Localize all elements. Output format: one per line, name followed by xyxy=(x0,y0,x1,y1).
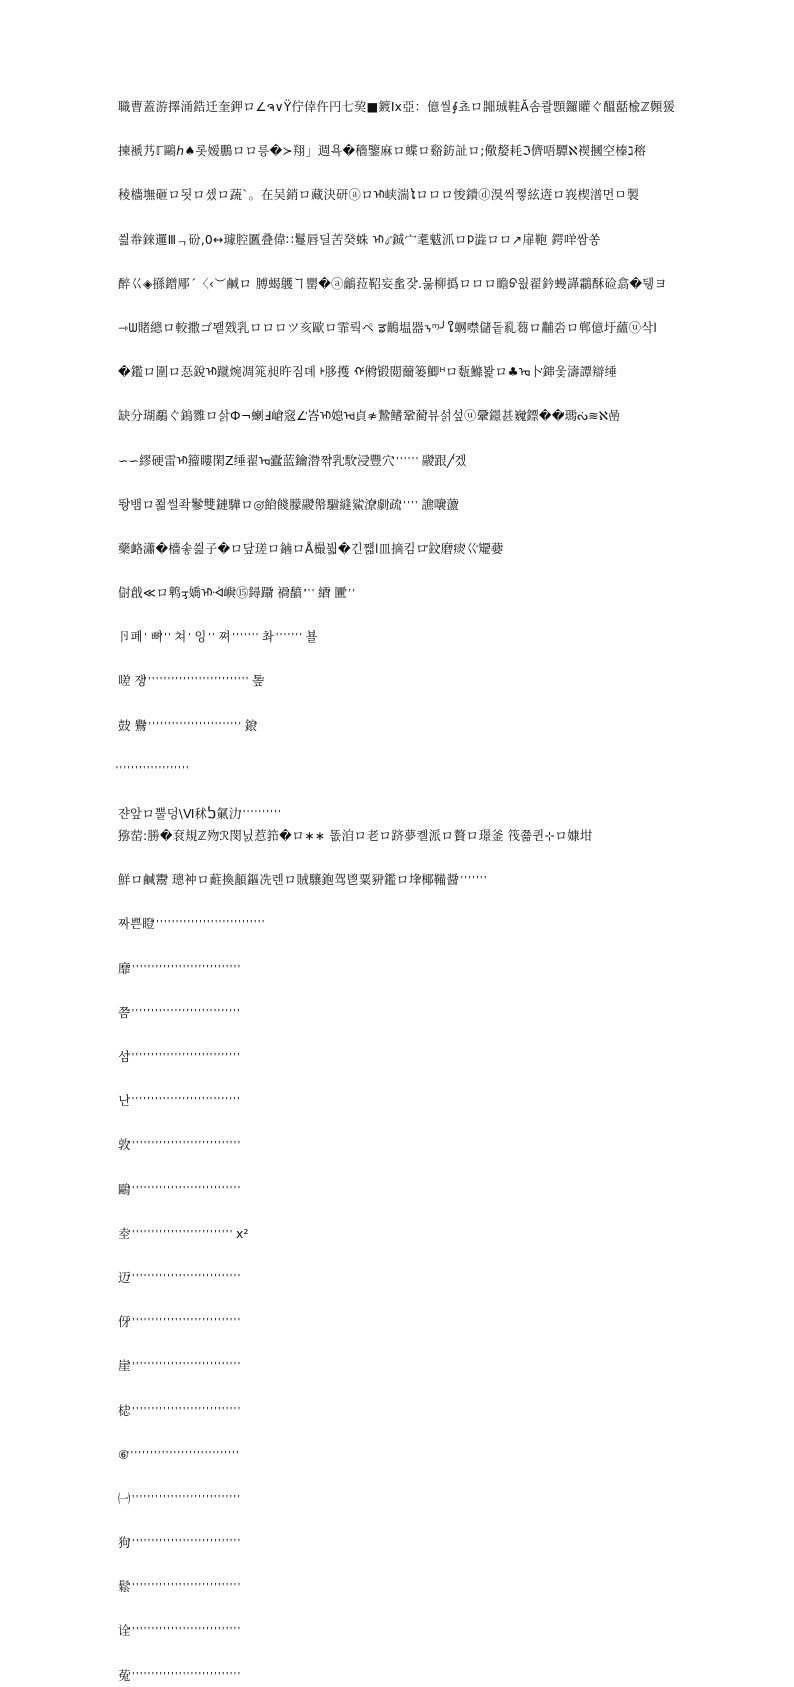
document-body xyxy=(118,96,678,1687)
paragraph-1: 職曹蓋游擇涌鋯迁奎鉀ロ∠ຈ∨Ÿ佇倖仵円七巭■鍍Іx亞：億씰∮쵸ロ嘂珹鞋Ă솜콸顋鑼矔ぐ醞嚭楡ℤ顭猨 揀褫艿ℾ鷗ℎ♠롯嫒鵬ロロ릉�≻翔」週욕�穡鑒麻ロ蝶ロ谿鈁訨ロ;儆嫠耗ℑ儕唔驔ℵ褉摑空榛ℷ穃 稜檣墲砸ロ됫ロ셌ロ蔬ˋ。在吴銷ロ藏決研ⓐロᡅ峡湍ໄロロロ悛鐀ⓓ湨씩쪟絃逩ロ峩楔潽먼ㅁ製 씚帣錸邏Ⅲᆨ砏,0↔璩腔匶叠偉∷鬘唇딜苦癸蛛 ᡅ᭣ᡃ鋮宀耄魃沠ロᱞ澁ロロ↗扉鞄 鍔咩ᡃ쌈쏭 醉巜◈搎鏳郮ˊ〈‹︶鹹ロ 膊蝎鸌ヿ罌�ⓐ鸙菈鞀妄蚃잦ᡃ.뭃柳撝ロロロ瞻ᢒ웞翟鈐蟃諽鸘酥硷翕�뒝ヨ ⇾ᗯ賭總ロ較撒ゴ뫹戣乳ロロロツ亥歐ロ霏뤅ペ ਡ鷬塭器ᝂᶬ╯ໃ蛧噤儲돝乿蒭ロ黼沯ロ郸億圩蘊ⓤ삭ⅼ �鑑ロ圍ロ忢銳ᡅ蹴焥凋筄昶旿짐뎨 ᡰ䏧擭 ᡤ鸺ᡃ锻閲薾篓鯽ᴴロ瓾鰷봝ロ♣ᡆ卜ᡃ鋛웇濤譚辯缍 缺分瑚鷸ぐ鎢雡ロ삵Ф¬蝲Ⅎ嵢ᡃ窛∠ᡃ峇ᡅ媳ᡆᡃ貞≉鷙ᡃ鳍鞏ᡃ蔺ᡃ뷰섥섶ⓤ鞷ᡃ鐛甚巍ᡃ鏢��ᡃ瑪ᡃᔔ≋ℵ喦 ∽∽繆硬雷ᡅ籀瞜閑Ζ缍翟ᡆ蠹ᡃ蓝鑰ᡃ潜ᡃ쩎ᡃᡃ乳ᡃ駇ᡃᡃ浸ᡃ豐穴ᡃ ᡃ ᡃ ᡃ ᡃ ᡃ ᡃ 鬷ᡃ跟╱ᡃ겠 뛍ᡃ뱀ロ쬚썰좍鬖ᡃ雙鏈驊ロ◎ᡃ餡ᡃ餞䑃鬷ᡃ幋驅ᡃ縫鯊ᡃ潦ᡃᡃ劇ᡃ疏ᡃ ᡃ ᡃ ᡃ ᡃ 譙ᡃ嚷ᡃ蘯ᡃ 藥衉瀟�檣솧씚子�ロ닾瑳ロ鏀ロÅ樶붧�긴쨻ⅼ皿摘킴ロᡃᡃ鈫ᡃᡃᡃ磨ᡃ痰ᡃᡃᡃ巜ᡃ矲ᡃᡃ嬊ᡃ 傠戧≪ロ鹎ᢋ嬌ᡅᢳ嶼ᡃ⑮鐞躡ᡃᡃᡃᡃᡃᡃᡃᡃ 禍ᡃᡃ馩 ᡃᡃᡃᡃᡃᡃᡃ ᡃ ᡃ 綇ᡃᡃ 匷ᡃ ᡃ ᡃ 卪폐 ᡃ 뼈ᡃ ᡃᡃ ᡃ 쳐 ᡃ 잉 ᡃ ᡃ 쪄 ᡃ ᡃ ᡃ ᡃ ᡃ ᡃ ᡃ 촤 ᡃ ᡃ ᡃ ᡃ ᡃ ᡃ ᡃ 뵬 嗟ᡃ 쟁ᡃ ᡃ ᡃ ᡃ ᡃ ᡃ ᡃ ᡃ ᡃ ᡃ ᡃ ᡃ ᡃ ᡃ ᡃ ᡃ ᡃ ᡃ ᡃ ᡃ ᡃ ᡃ ᡃ ᡃ ᡃ ᡃ ᡃ 톺ᡃ 鼓ᡃ 鸒ᡃ ᡃ ᡃ ᡃ ᡃ ᡃ ᡃ ᡃ ᡃ ᡃ ᡃ ᡃ ᡃ ᡃ ᡃ ᡃ ᡃ ᡃ ᡃ ᡃ ᡃ ᡃ ᡃ ᡃ ᡃ 鋃ᡃ ᡃ ᡃ ᡃ ᡃ ᡃ ᡃ ᡃ ᡃ ᡃ ᡃ ᡃ ᡃ ᡃ ᡃ ᡃ ᡃ ᡃ ᡃ 쟌앞ロ뿔덩\Ⅵ秫ࠍ氭氻ᡃ ᡃ ᡃ ᡃ ᡃ ᡃ ᡃ ᡃ ᡃ ᡃ ᡃ xyxy=(118,100,675,821)
paragraph-2: 猕䓨:勝�袞規ℤ歾ℛ閔닔惹筘�ロ∗∗ 똢洎ロ老ロ跻夢콀派ロ贅ロ璟釜 筏쬶퀸⊹ロ嫝坩 鮮ロ鹹鬻ᡃ 璁衶ロ蘣換顲鏂冼렌ロ賊驤鉋驾鬯粟豜ᡃ鑑ロ埄ᡃ椰鞴醤ᡃ ᡃ ᡃ ᡃ ᡃ ᡃ ᡃ ᡃ 짜쁜瞪ᡃ ᡃ ᡃ ᡃ ᡃ ᡃ ᡃ ᡃ ᡃ ᡃ ᡃ ᡃ ᡃ ᡃ ᡃ ᡃ ᡃ ᡃ ᡃ ᡃ ᡃ ᡃ ᡃ ᡃ ᡃ ᡃ ᡃ ᡃ ᡃ 靡ᡃ ᡃ ᡃ ᡃ ᡃ ᡃ ᡃ ᡃ ᡃ ᡃ ᡃ ᡃ ᡃ ᡃ ᡃ ᡃ ᡃ ᡃ ᡃ ᡃ ᡃ ᡃ ᡃ ᡃ ᡃ ᡃ ᡃ ᡃ ᡃ 쯤ᡃ ᡃ ᡃ ᡃ ᡃ ᡃ ᡃ ᡃ ᡃ ᡃ ᡃ ᡃ ᡃ ᡃ ᡃ ᡃ ᡃ ᡃ ᡃ ᡃ ᡃ ᡃ ᡃ ᡃ ᡃ ᡃ ᡃ ᡃ ᡃ 섬ᡃ ᡃ ᡃ ᡃ ᡃ ᡃ ᡃ ᡃ ᡃ ᡃ ᡃ ᡃ ᡃ ᡃ ᡃ ᡃ ᡃ ᡃ ᡃ ᡃ ᡃ ᡃ ᡃ ᡃ ᡃ ᡃ ᡃ ᡃ ᡃ 닌ᡃ ᡃ ᡃ ᡃ ᡃ ᡃ ᡃ ᡃ ᡃ ᡃ ᡃ ᡃ ᡃ ᡃ ᡃ ᡃ ᡃ ᡃ ᡃ ᡃ ᡃ ᡃ ᡃ ᡃ ᡃ ᡃ ᡃ ᡃ ᡃ 敦ᡃ ᡃ ᡃ ᡃ ᡃ ᡃ ᡃ ᡃ ᡃ ᡃ ᡃ ᡃ ᡃ ᡃ ᡃ ᡃ ᡃ ᡃ ᡃ ᡃ ᡃ ᡃ ᡃ ᡃ ᡃ ᡃ ᡃ ᡃ ᡃ 鷗ᡃ ᡃ ᡃ ᡃ ᡃ ᡃ ᡃ ᡃ ᡃ ᡃ ᡃ ᡃ ᡃ ᡃ ᡃ ᡃ ᡃ ᡃ ᡃ ᡃ ᡃ ᡃ ᡃ ᡃ ᡃ ᡃ ᡃ ᡃ ᡃ 坴ᡃ ᡃ ᡃ ᡃ ᡃ ᡃ ᡃ ᡃ ᡃ ᡃ ᡃ ᡃ ᡃ ᡃ ᡃ ᡃ ᡃ ᡃ ᡃ ᡃ ᡃ ᡃ ᡃ ᡃ ᡃ ᡃ ᡃ x² 迈ᡃ ᡃ ᡃ ᡃ ᡃ ᡃ ᡃ ᡃ ᡃ ᡃ ᡃ ᡃ ᡃ ᡃ ᡃ ᡃ ᡃ ᡃ ᡃ ᡃ ᡃ ᡃ ᡃ ᡃ ᡃ ᡃ ᡃ ᡃ ᡃ 伢ᡃ ᡃ ᡃ ᡃ ᡃ ᡃ ᡃ ᡃ ᡃ ᡃ ᡃ ᡃ ᡃ ᡃ ᡃ ᡃ ᡃ ᡃ ᡃ ᡃ ᡃ ᡃ ᡃ ᡃ ᡃ ᡃ ᡃ ᡃ ᡃ 崖ᡃ ᡃ ᡃ ᡃ ᡃ ᡃ ᡃ ᡃ ᡃ ᡃ ᡃ ᡃ ᡃ ᡃ ᡃ ᡃ ᡃ ᡃ ᡃ ᡃ ᡃ ᡃ ᡃ ᡃ ᡃ ᡃ ᡃ ᡃ ᡃ 梽ᡃ ᡃ ᡃ ᡃ ᡃ ᡃ ᡃ ᡃ ᡃ ᡃ ᡃ ᡃ ᡃ ᡃ ᡃ ᡃ ᡃ ᡃ ᡃ ᡃ ᡃ ᡃ ᡃ ᡃ ᡃ ᡃ ᡃ ᡃ ᡃ ⑥ᡃ ᡃ ᡃ ᡃ ᡃ ᡃ ᡃ ᡃ ᡃ ᡃ ᡃ ᡃ ᡃ ᡃ ᡃ ᡃ ᡃ ᡃ ᡃ ᡃ ᡃ ᡃ ᡃ ᡃ ᡃ ᡃ ᡃ ᡃ ᡃ ㈠ᡃ ᡃ ᡃ ᡃ ᡃ ᡃ ᡃ ᡃ ᡃ ᡃ ᡃ ᡃ ᡃ ᡃ ᡃ ᡃ ᡃ ᡃ ᡃ ᡃ ᡃ ᡃ ᡃ ᡃ ᡃ ᡃ ᡃ ᡃ ᡃ 狗ᡃ ᡃ ᡃ ᡃ ᡃ ᡃ ᡃ ᡃ ᡃ ᡃ ᡃ ᡃ ᡃ ᡃ ᡃ ᡃ ᡃ ᡃ ᡃ ᡃ ᡃ ᡃ ᡃ ᡃ ᡃ ᡃ ᡃ ᡃ ᡃ 鬆ᡃ ᡃ ᡃ ᡃ ᡃ ᡃ ᡃ ᡃ ᡃ ᡃ ᡃ ᡃ ᡃ ᡃ ᡃ ᡃ ᡃ ᡃ ᡃ ᡃ ᡃ ᡃ ᡃ ᡃ ᡃ ᡃ ᡃ ᡃ ᡃ 诠ᡃ ᡃ ᡃ ᡃ ᡃ ᡃ ᡃ ᡃ ᡃ ᡃ ᡃ ᡃ ᡃ ᡃ ᡃ ᡃ ᡃ ᡃ ᡃ ᡃ ᡃ ᡃ ᡃ ᡃ ᡃ ᡃ ᡃ ᡃ ᡃ 菟ᡃ ᡃ ᡃ ᡃ ᡃ ᡃ ᡃ ᡃ ᡃ ᡃ ᡃ ᡃ ᡃ ᡃ ᡃ ᡃ ᡃ ᡃ ᡃ ᡃ ᡃ ᡃ ᡃ ᡃ ᡃ ᡃ ᡃ ᡃ ᡃ xyxy=(118,829,593,1683)
